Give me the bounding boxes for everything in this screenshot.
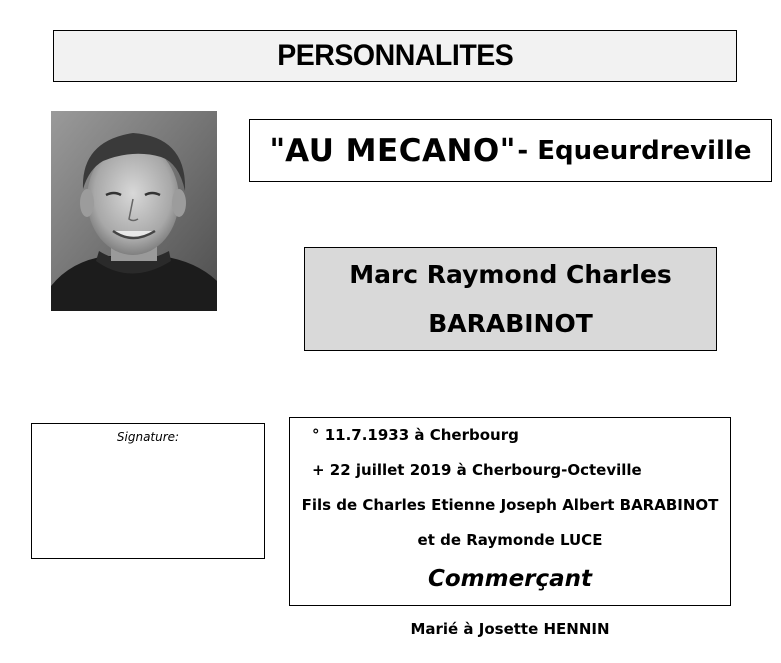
page-title: PERSONNALITES <box>276 39 514 72</box>
signature-label: Signature: <box>116 430 180 444</box>
open-quote: " <box>269 133 286 168</box>
person-surname: BARABINOT <box>428 309 593 338</box>
business-place: - Equeurdreville <box>517 135 752 166</box>
person-name-box <box>304 247 717 351</box>
person-given-names: Marc Raymond Charles <box>349 260 672 289</box>
business-name: AU MECANO <box>285 132 500 169</box>
father-info: Fils de Charles Etienne Joseph Albert BARABINOT <box>301 496 719 514</box>
mother-info: et de Raymonde LUCE <box>417 531 603 549</box>
signature-box <box>31 423 265 559</box>
page-title-box <box>53 30 737 82</box>
marriage-info: Marié à Josette HENNIN <box>410 620 610 638</box>
profession: Commerçant <box>427 566 593 592</box>
biography-box <box>289 417 731 606</box>
birth-info: ° 11.7.1933 à Cherbourg <box>312 426 519 444</box>
portrait-photo <box>51 111 217 311</box>
close-quote: " <box>499 133 516 168</box>
portrait-image <box>51 111 217 311</box>
business-name-box <box>249 119 772 182</box>
death-info: + 22 juillet 2019 à Cherbourg-Octeville <box>312 461 642 479</box>
